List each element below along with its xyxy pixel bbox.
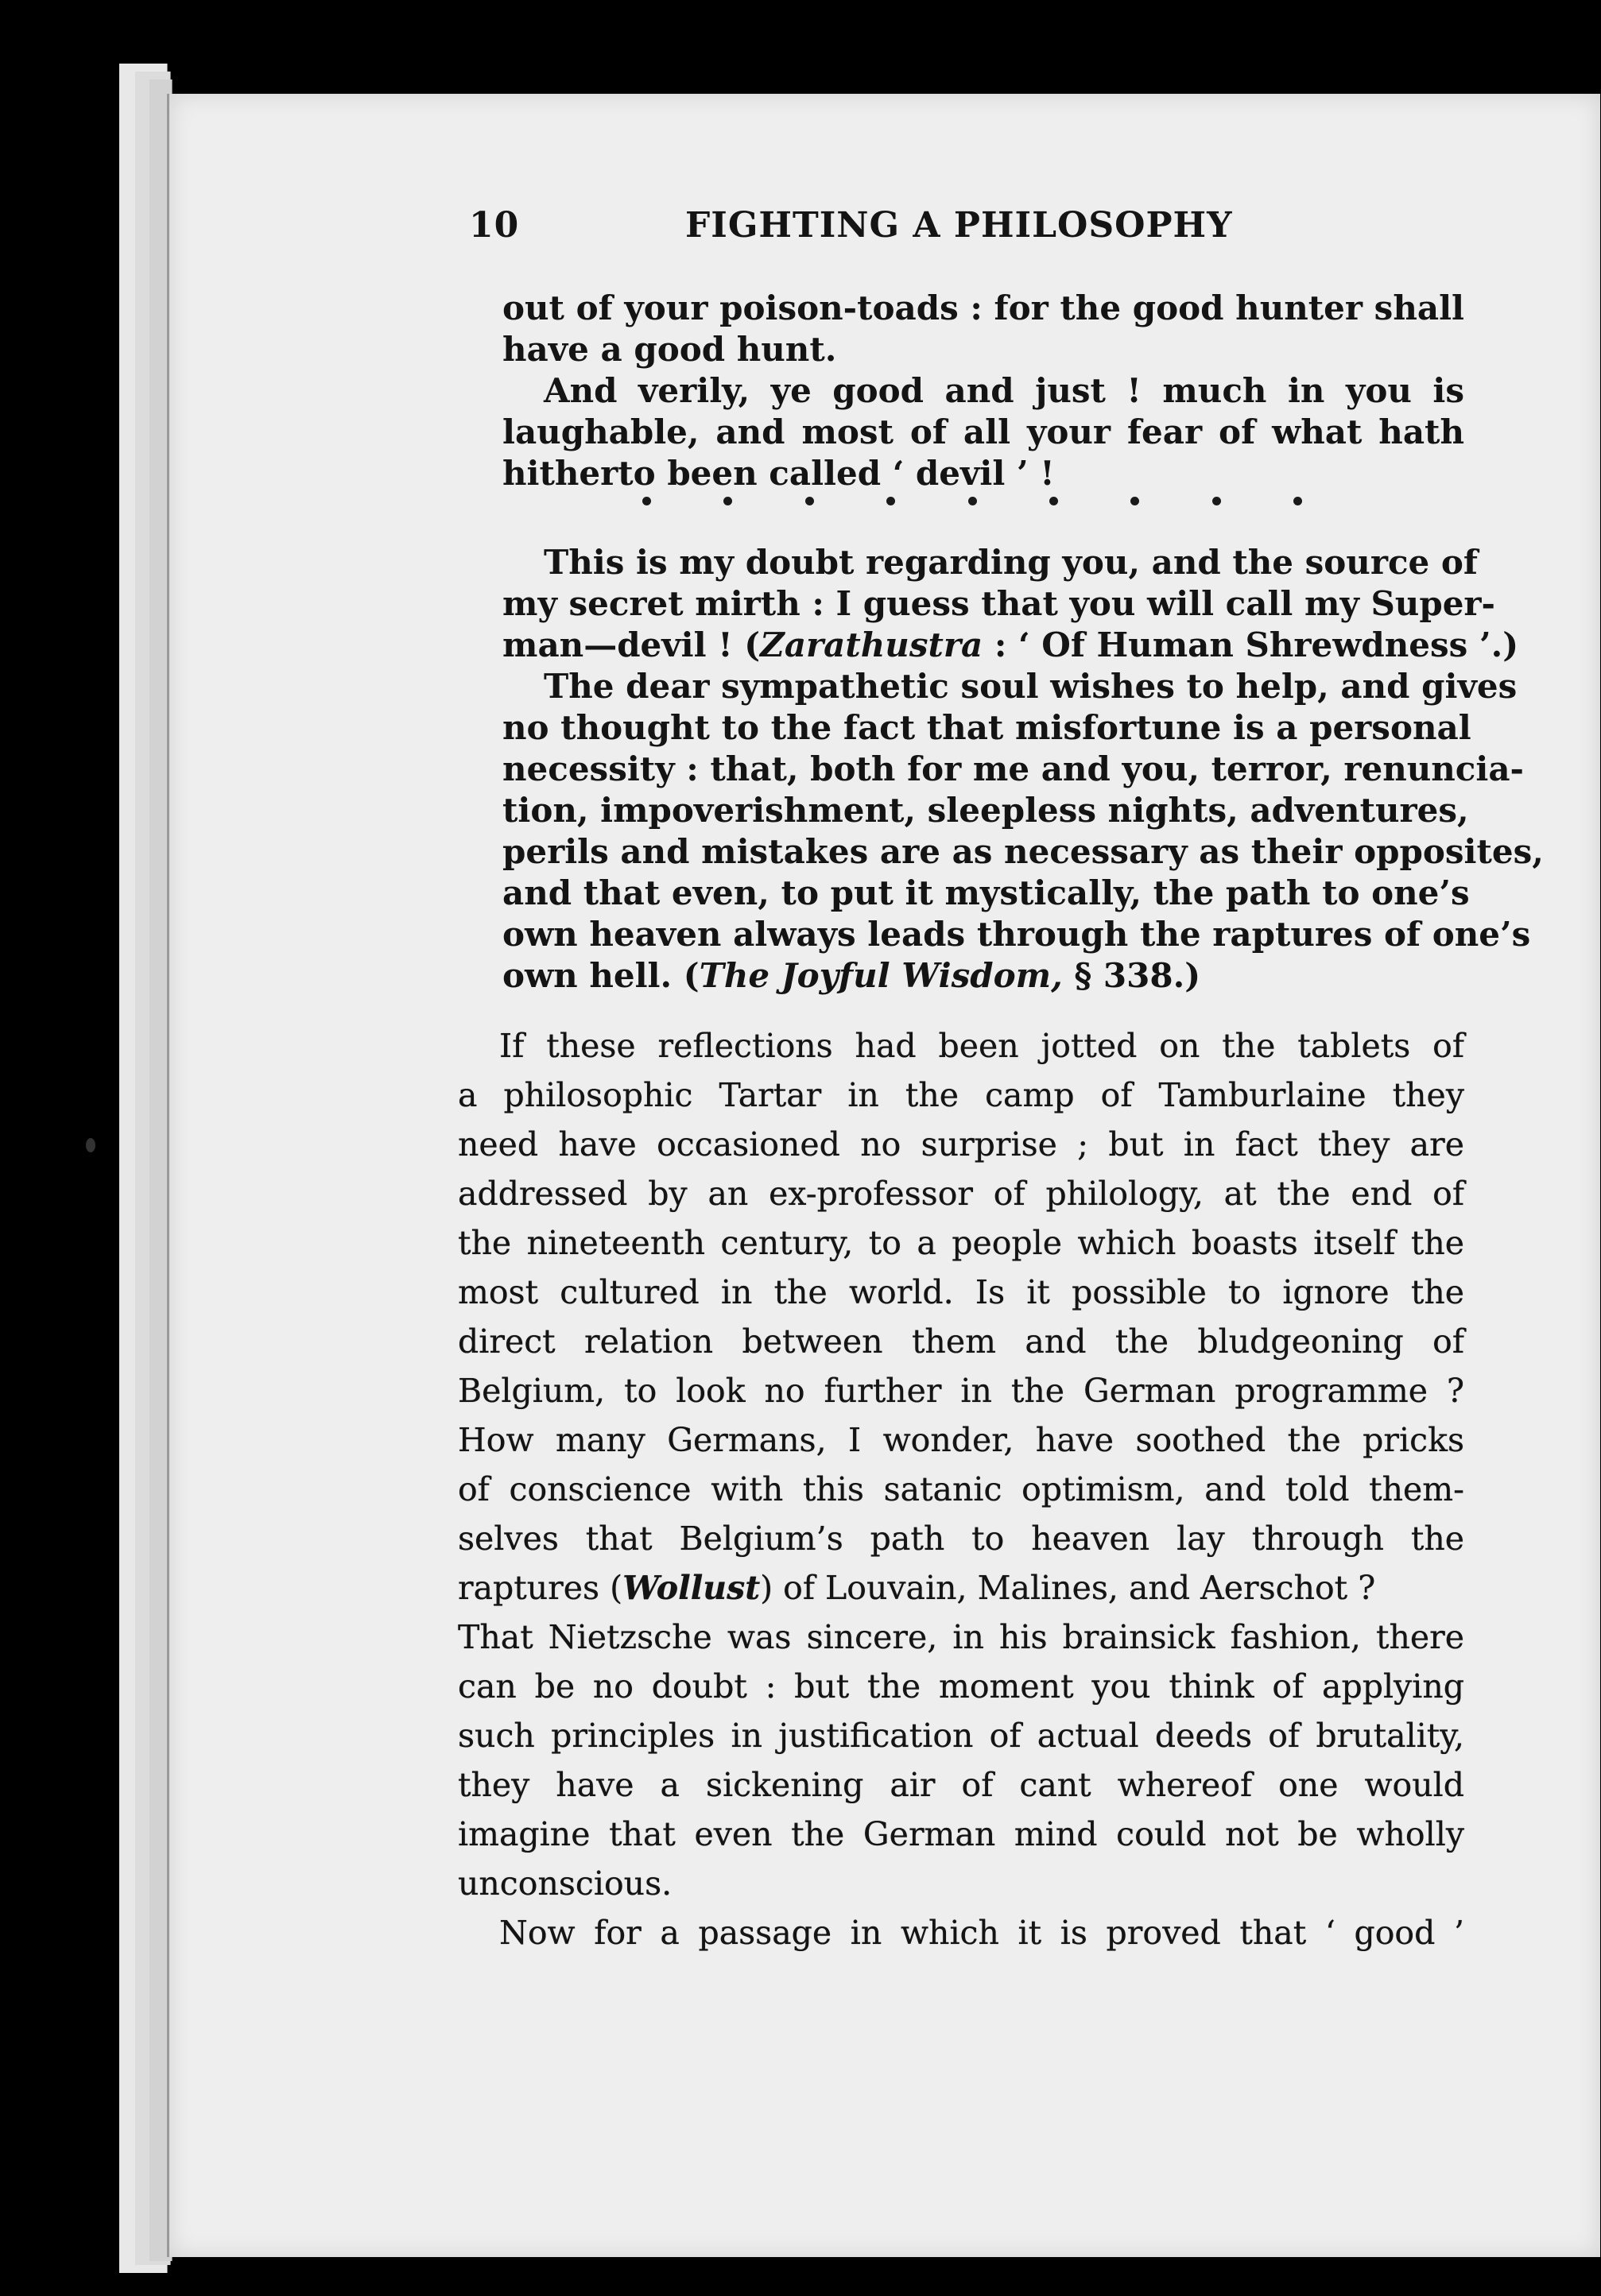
body-line: most cultured in the world. Is it possible to ignore the <box>458 1273 1464 1311</box>
body-line: selves that Belgium’s path to heaven lay through the <box>458 1520 1464 1558</box>
quote-line: hitherto been called ‘ devil ’ ! <box>502 454 1055 493</box>
quote-line: The dear sympathetic soul wishes to help, and gives <box>544 667 1518 706</box>
quote-line: And verily, ye good and just ! much in you is <box>544 371 1464 410</box>
running-head <box>469 205 1264 253</box>
running-title: FIGHTING A PHILOSOPHY <box>685 205 1233 246</box>
body-line: That Nietzsche was sincere, in his brainsick fashion, there <box>458 1618 1464 1656</box>
body-line: If these reflections had been jotted on the tablets of <box>499 1027 1464 1065</box>
quote-line: and that even, to put it mystically, the path to one’s <box>502 873 1470 912</box>
quote-line: no thought to the fact that misfortune is a personal <box>502 708 1471 747</box>
quote-text: : ‘ Of Human Shrewdness ’.) <box>983 625 1519 664</box>
ellipsis-dot <box>805 497 814 505</box>
body-text: ) of Louvain, Malines, and Aerschot ? <box>760 1569 1376 1607</box>
quote-line: out of your poison-toads : for the good hunter shall <box>502 288 1464 327</box>
ellipsis-dots <box>642 497 1302 529</box>
quote-text: own hell. ( <box>502 956 700 995</box>
italic-word-wollust: Wollust <box>622 1569 761 1607</box>
ellipsis-dot <box>1293 497 1302 505</box>
body-line: of conscience with this satanic optimism, and told them- <box>458 1470 1464 1508</box>
ellipsis-dot <box>886 497 895 505</box>
quote-line: This is my doubt regarding you, and the source of <box>544 543 1478 582</box>
quote-line: necessity : that, both for me and you, terror, renuncia- <box>502 749 1524 788</box>
quote-line: tion, impoverishment, sleepless nights, adventures, <box>502 791 1469 830</box>
citation-joyful-wisdom: The Joyful Wisdom, <box>699 956 1063 995</box>
body-line: imagine that even the German mind could not be wholly <box>458 1815 1464 1853</box>
ellipsis-dot <box>1049 497 1058 505</box>
body-line: such principles in justification of actual deeds of brutality, <box>458 1717 1464 1755</box>
quote-text: § 338.) <box>1062 956 1201 995</box>
body-line: unconscious. <box>458 1864 673 1903</box>
ellipsis-dot <box>1130 497 1139 505</box>
body-line: need have occasioned no surprise ; but in fact they are <box>458 1125 1464 1163</box>
ellipsis-dot <box>642 497 651 505</box>
body-line: Now for a passage in which it is proved that ‘ good ’ <box>499 1914 1464 1952</box>
quote-line: my secret mirth : I guess that you will call my Super- <box>502 584 1495 623</box>
quote-line: perils and mistakes are as necessary as their opposites, <box>502 832 1544 871</box>
body-line: can be no doubt : but the moment you think of applying <box>458 1667 1464 1706</box>
body-line <box>458 1567 1464 1609</box>
body-line: Belgium, to look no further in the German programme ? <box>458 1372 1464 1410</box>
body-line: direct relation between them and the bludgeoning of <box>458 1322 1464 1361</box>
page-number: 10 <box>469 205 520 246</box>
body-text: raptures ( <box>458 1569 623 1607</box>
body-line: a philosophic Tartar in the camp of Tamburlaine they <box>458 1076 1464 1114</box>
body-line: the nineteenth century, to a people which boasts itself the <box>458 1224 1464 1262</box>
quote-line: have a good hunt. <box>502 330 837 369</box>
ellipsis-dot <box>723 497 732 505</box>
ellipsis-dot <box>968 497 977 505</box>
quote-text: man—devil ! ( <box>502 625 761 664</box>
citation-zarathustra: Zarathustra <box>760 625 983 664</box>
body-line: addressed by an ex-professor of philology, at the end of <box>458 1175 1464 1213</box>
ellipsis-dot <box>1212 497 1221 505</box>
body-line: they have a sickening air of cant whereof one would <box>458 1766 1464 1804</box>
quote-line: laughable, and most of all your fear of what hath <box>502 412 1464 451</box>
body-line: How many Germans, I wonder, have soothed the pricks <box>458 1421 1464 1459</box>
quote-line: own heaven always leads through the raptures of one’s <box>502 915 1531 954</box>
scan-speck <box>86 1138 95 1152</box>
quote-line <box>502 625 1519 666</box>
quote-line <box>502 955 1464 997</box>
